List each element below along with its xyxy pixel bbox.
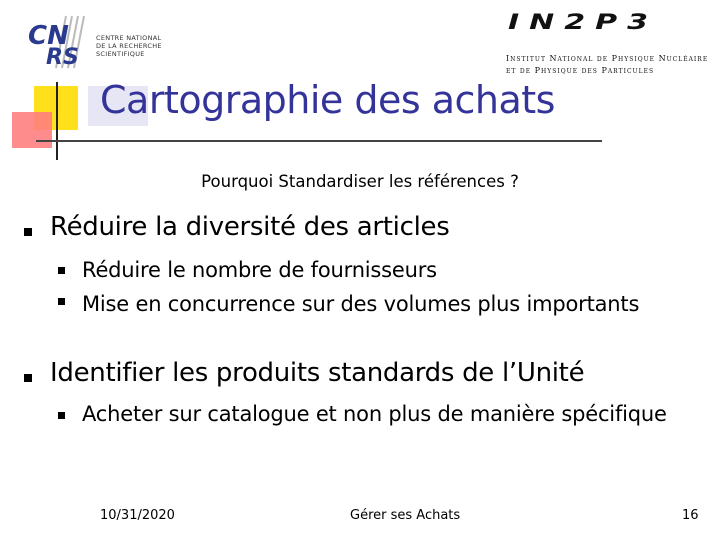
svg-text:CN: CN [28,21,69,51]
cnrs-line-2: DE LA RECHERCHE [96,42,162,50]
in2p3-line-2: et de Physique des Particules [506,66,655,75]
bullet-1-sub-1: Réduire le nombre de fournisseurs [82,258,437,282]
footer-title: Gérer ses Achats [350,508,461,523]
svg-text:RS: RS [46,45,79,70]
cnrs-line-1: CENTRE NATIONAL [96,34,162,42]
cnrs-logo-mark [26,12,94,70]
bullet-square-icon [24,374,32,382]
in2p3-logo [500,10,710,80]
sub-bullet-square-icon [58,298,65,305]
sub-bullet-square-icon [58,412,65,419]
title-decoration-vertical-line [56,82,58,160]
slide-subtitle: Pourquoi Standardiser les références ? [201,172,519,191]
in2p3-wordmark: IN2P3 [508,10,659,35]
sub-bullet-square-icon [58,267,65,274]
title-underline [36,140,602,142]
cnrs-logo [26,10,186,72]
page-number: 16 [682,508,699,523]
bullet-2: Identifier les produits standards de l’Unité [50,358,585,388]
title-decoration-red [12,112,52,148]
footer-date: 10/31/2020 [100,508,175,523]
bullet-2-sub-1: Acheter sur catalogue et non plus de manière spécifique [82,402,667,426]
slide-title: Cartographie des achats [100,78,555,122]
cnrs-line-3: SCIENTIFIQUE [96,50,145,58]
bullet-square-icon [24,228,32,236]
bullet-1: Réduire la diversité des articles [50,212,450,242]
bullet-1-sub-2: Mise en concurrence sur des volumes plus importants [82,292,640,316]
in2p3-line-1: Institut National de Physique Nucléaire [506,54,709,63]
